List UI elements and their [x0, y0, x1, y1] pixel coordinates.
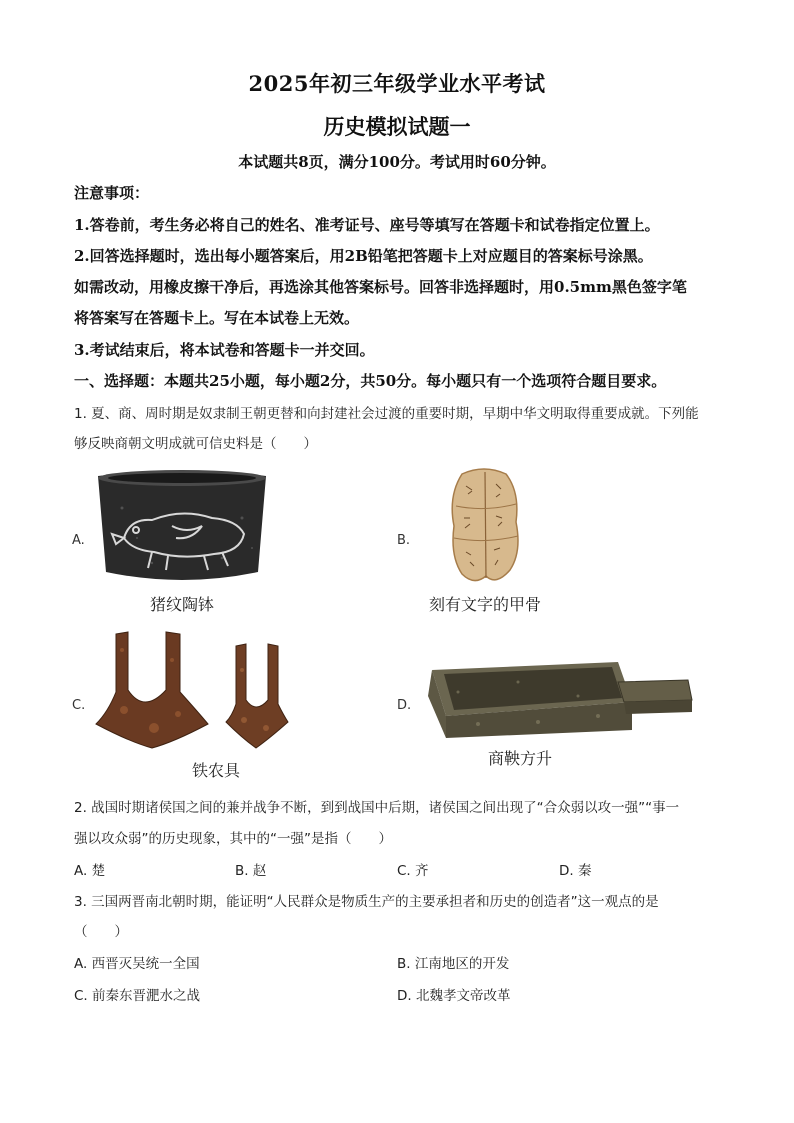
q3-option-d[interactable]: D. 北魏孝文帝改革 — [397, 988, 511, 1004]
q3-option-a[interactable]: A. 西晋灭吴统一全国 — [74, 956, 200, 972]
q1-option-a-label[interactable]: A. — [72, 533, 85, 548]
q1-option-d-label[interactable]: D. — [397, 698, 412, 713]
notice-item-3: 3.考试结束后，将本试卷和答题卡一并交回。 — [74, 341, 375, 359]
exam-info: 本试题共8页，满分100分。考试用时60分钟。 — [238, 153, 556, 171]
q1-option-c-label[interactable]: C. — [72, 698, 86, 713]
notice-heading: 注意事项： — [74, 184, 150, 202]
exam-title: 2025年初三年级学业水平考试 — [248, 71, 546, 96]
notice-item-2-cont: 如需改动，用橡皮擦干净后，再选涂其他答案标号。回答非选择题时，用0.5mm黑色签字笔 — [74, 278, 687, 296]
q2-stem-line2: 强以攻众弱”的历史现象，其中的“一强”是指（ ） — [74, 831, 392, 847]
q1-option-a-caption: 猪纹陶钵 — [149, 595, 214, 614]
q3-stem-line1: 3. 三国两晋南北朝时期，能证明“人民群众是物质生产的主要承担者和历史的创造者”这一观点的是 — [74, 894, 659, 910]
q1-option-b-label[interactable]: B. — [397, 533, 411, 548]
exam-subtitle: 历史模拟试题一 — [323, 114, 471, 139]
q1-option-b-caption: 刻有文字的甲骨 — [428, 595, 541, 614]
q3-option-b[interactable]: B. 江南地区的开发 — [397, 956, 510, 972]
q1-option-c-caption: 铁农具 — [191, 761, 240, 780]
q2-option-d[interactable]: D. 秦 — [559, 863, 592, 879]
iron-farm-tools-image — [94, 630, 304, 752]
pig-pattern-pottery-image — [92, 468, 272, 590]
notice-item-2-end: 将答案写在答题卡上。写在本试卷上无效。 — [74, 309, 360, 327]
q1-stem-line1: 1. 夏、商、周时期是奴隶制王朝更替和向封建社会过渡的重要时期，早期中华文明取得重要成就。下列能 — [74, 406, 699, 422]
q3-stem-line2: （ ） — [74, 924, 128, 940]
q2-stem-line1: 2. 战国时期诸侯国之间的兼并战争不断，到到战国中后期，诸侯国之间出现了“合众弱以攻一强”“事一 — [74, 800, 680, 816]
oracle-bone-image — [440, 466, 530, 590]
section-heading: 一、选择题：本题共25小题，每小题2分，共50分。每小题只有一个选项符合题目要求。 — [74, 372, 667, 390]
q2-option-c[interactable]: C. 齐 — [397, 863, 429, 879]
notice-item-1: 1.答卷前，考生务必将自己的姓名、准考证号、座号等填写在答题卡和试卷指定位置上。 — [74, 216, 660, 234]
q3-option-c[interactable]: C. 前秦东晋淝水之战 — [74, 988, 201, 1004]
q2-option-b[interactable]: B. 赵 — [235, 863, 267, 879]
q1-stem-line2: 够反映商朝文明成就可信史料是（ ） — [74, 436, 317, 452]
shang-yang-measure-image — [418, 652, 696, 738]
q1-option-d-caption: 商鞅方升 — [487, 749, 552, 768]
q2-option-a[interactable]: A. 楚 — [74, 863, 106, 879]
notice-item-2: 2.回答选择题时，选出每小题答案后，用2B铅笔把答题卡上对应题目的答案标号涂黑。 — [74, 247, 653, 265]
